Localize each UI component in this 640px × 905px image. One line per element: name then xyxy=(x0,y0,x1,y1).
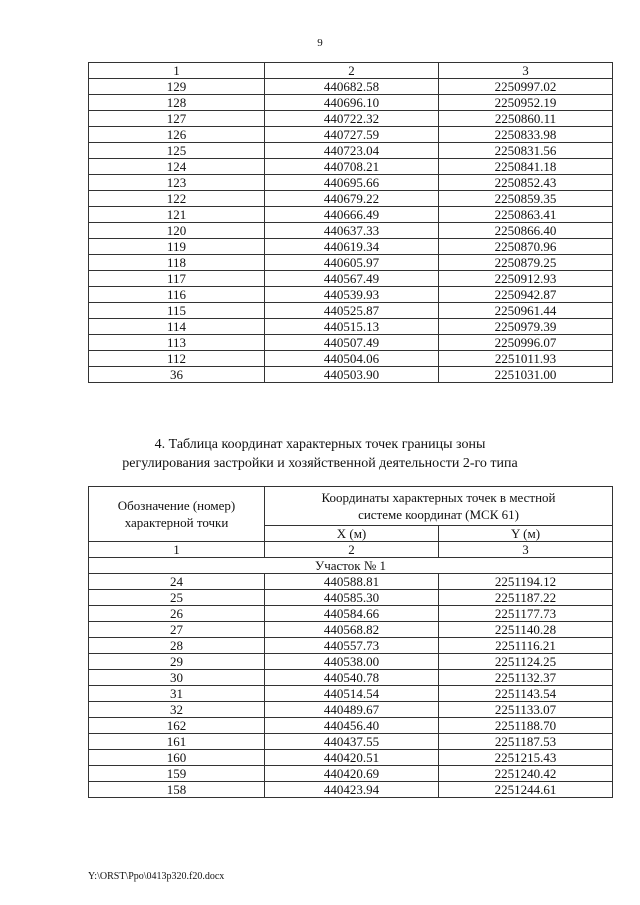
column-number-1: 1 xyxy=(89,542,265,558)
point-number-cell: 116 xyxy=(89,287,265,303)
table-row xyxy=(89,606,613,622)
y-coordinate-cell: 2250859.35 xyxy=(439,191,613,207)
y-coordinate-cell: 2250866.40 xyxy=(439,223,613,239)
table-row xyxy=(89,239,613,255)
y-coordinate-cell: 2251132.37 xyxy=(439,670,613,686)
y-coordinate-cell: 2251133.07 xyxy=(439,702,613,718)
x-coordinate-cell: 440723.04 xyxy=(265,143,439,159)
x-coordinate-cell: 440585.30 xyxy=(265,590,439,606)
x-coordinate-cell: 440525.87 xyxy=(265,303,439,319)
y-coordinate-cell: 2251140.28 xyxy=(439,622,613,638)
x-coordinate-cell: 440637.33 xyxy=(265,223,439,239)
table-row xyxy=(89,335,613,351)
table-row xyxy=(89,750,613,766)
section-title: Участок № 1 xyxy=(89,558,613,574)
x-coordinate-cell: 440504.06 xyxy=(265,351,439,367)
table-row xyxy=(89,734,613,750)
x-coordinate-cell: 440619.34 xyxy=(265,239,439,255)
column-number-row xyxy=(89,63,613,79)
header-row xyxy=(89,487,613,526)
x-coordinate-cell: 440557.73 xyxy=(265,638,439,654)
x-coordinate-cell: 440539.93 xyxy=(265,287,439,303)
y-coordinate-cell: 2251177.73 xyxy=(439,606,613,622)
y-coordinate-cell: 2250979.39 xyxy=(439,319,613,335)
y-coordinate-cell: 2250831.56 xyxy=(439,143,613,159)
table-row xyxy=(89,351,613,367)
x-coordinate-cell: 440538.00 xyxy=(265,654,439,670)
point-number-cell: 124 xyxy=(89,159,265,175)
table-row xyxy=(89,95,613,111)
point-number-cell: 123 xyxy=(89,175,265,191)
point-number-cell: 160 xyxy=(89,750,265,766)
point-number-cell: 30 xyxy=(89,670,265,686)
point-number-cell: 26 xyxy=(89,606,265,622)
table-row xyxy=(89,111,613,127)
footer-file-path: Y:\ORST\Ppo\0413p320.f20.docx xyxy=(88,871,225,882)
point-number-cell: 36 xyxy=(89,367,265,383)
table-row xyxy=(89,574,613,590)
y-coordinate-cell: 2250961.44 xyxy=(439,303,613,319)
point-number-cell: 118 xyxy=(89,255,265,271)
header-x: X (м) xyxy=(265,526,439,542)
y-coordinate-cell: 2250841.18 xyxy=(439,159,613,175)
column-number-row xyxy=(89,542,613,558)
y-coordinate-cell: 2250852.43 xyxy=(439,175,613,191)
page-number: 9 xyxy=(317,37,323,49)
y-coordinate-cell: 2251187.53 xyxy=(439,734,613,750)
table-row xyxy=(89,191,613,207)
y-coordinate-cell: 2251116.21 xyxy=(439,638,613,654)
x-coordinate-cell: 440584.66 xyxy=(265,606,439,622)
y-coordinate-cell: 2250870.96 xyxy=(439,239,613,255)
point-number-cell: 27 xyxy=(89,622,265,638)
x-coordinate-cell: 440605.97 xyxy=(265,255,439,271)
y-coordinate-cell: 2250996.07 xyxy=(439,335,613,351)
y-coordinate-cell: 2251240.42 xyxy=(439,766,613,782)
point-number-cell: 162 xyxy=(89,718,265,734)
point-number-cell: 114 xyxy=(89,319,265,335)
table-row xyxy=(89,590,613,606)
table-row xyxy=(89,143,613,159)
table-row xyxy=(89,638,613,654)
point-number-cell: 158 xyxy=(89,782,265,798)
point-number-cell: 128 xyxy=(89,95,265,111)
table-row xyxy=(89,766,613,782)
column-number-2: 2 xyxy=(265,542,439,558)
caption-line-1: 4. Таблица координат характерных точек границы зоны xyxy=(154,437,486,452)
y-coordinate-cell: 2251188.70 xyxy=(439,718,613,734)
y-coordinate-cell: 2251011.93 xyxy=(439,351,613,367)
table-row xyxy=(89,702,613,718)
point-number-cell: 125 xyxy=(89,143,265,159)
table-row xyxy=(89,319,613,335)
table-row xyxy=(89,287,613,303)
point-number-cell: 122 xyxy=(89,191,265,207)
column-number-3: 3 xyxy=(439,542,613,558)
x-coordinate-cell: 440456.40 xyxy=(265,718,439,734)
point-number-cell: 31 xyxy=(89,686,265,702)
y-coordinate-cell: 2251215.43 xyxy=(439,750,613,766)
x-coordinate-cell: 440420.51 xyxy=(265,750,439,766)
x-coordinate-cell: 440489.67 xyxy=(265,702,439,718)
header-y: Y (м) xyxy=(439,526,613,542)
x-coordinate-cell: 440722.32 xyxy=(265,111,439,127)
point-number-cell: 32 xyxy=(89,702,265,718)
point-number-cell: 127 xyxy=(89,111,265,127)
table-row xyxy=(89,367,613,383)
table-row xyxy=(89,654,613,670)
table-row xyxy=(89,127,613,143)
point-number-cell: 161 xyxy=(89,734,265,750)
coordinates-table-bottom xyxy=(88,486,613,798)
y-coordinate-cell: 2251194.12 xyxy=(439,574,613,590)
table-row xyxy=(89,303,613,319)
y-coordinate-cell: 2250860.11 xyxy=(439,111,613,127)
y-coordinate-cell: 2250879.25 xyxy=(439,255,613,271)
y-coordinate-cell: 2250952.19 xyxy=(439,95,613,111)
y-coordinate-cell: 2251124.25 xyxy=(439,654,613,670)
point-number-cell: 119 xyxy=(89,239,265,255)
x-coordinate-cell: 440567.49 xyxy=(265,271,439,287)
column-number-2: 2 xyxy=(265,63,439,79)
y-coordinate-cell: 2250997.02 xyxy=(439,79,613,95)
x-coordinate-cell: 440423.94 xyxy=(265,782,439,798)
point-number-cell: 126 xyxy=(89,127,265,143)
header-point-number: Обозначение (номер) характерной точки xyxy=(89,487,265,542)
y-coordinate-cell: 2250863.41 xyxy=(439,207,613,223)
point-number-cell: 24 xyxy=(89,574,265,590)
x-coordinate-cell: 440727.59 xyxy=(265,127,439,143)
table-row xyxy=(89,207,613,223)
table-row xyxy=(89,175,613,191)
table-row xyxy=(89,223,613,239)
point-number-cell: 120 xyxy=(89,223,265,239)
x-coordinate-cell: 440568.82 xyxy=(265,622,439,638)
x-coordinate-cell: 440515.13 xyxy=(265,319,439,335)
y-coordinate-cell: 2251143.54 xyxy=(439,686,613,702)
x-coordinate-cell: 440540.78 xyxy=(265,670,439,686)
point-number-cell: 121 xyxy=(89,207,265,223)
section-row xyxy=(89,558,613,574)
table-row xyxy=(89,159,613,175)
y-coordinate-cell: 2250912.93 xyxy=(439,271,613,287)
table-row xyxy=(89,686,613,702)
section-caption xyxy=(0,435,640,473)
header-coordinates: Координаты характерных точек в местной системе координат (МСК 61) xyxy=(265,487,613,526)
x-coordinate-cell: 440514.54 xyxy=(265,686,439,702)
table-row xyxy=(89,271,613,287)
point-number-cell: 159 xyxy=(89,766,265,782)
table-row xyxy=(89,782,613,798)
x-coordinate-cell: 440696.10 xyxy=(265,95,439,111)
x-coordinate-cell: 440682.58 xyxy=(265,79,439,95)
x-coordinate-cell: 440503.90 xyxy=(265,367,439,383)
point-number-cell: 129 xyxy=(89,79,265,95)
point-number-cell: 28 xyxy=(89,638,265,654)
x-coordinate-cell: 440437.55 xyxy=(265,734,439,750)
x-coordinate-cell: 440666.49 xyxy=(265,207,439,223)
point-number-cell: 25 xyxy=(89,590,265,606)
table-row xyxy=(89,670,613,686)
table-row xyxy=(89,255,613,271)
x-coordinate-cell: 440695.66 xyxy=(265,175,439,191)
x-coordinate-cell: 440679.22 xyxy=(265,191,439,207)
point-number-cell: 29 xyxy=(89,654,265,670)
table-row xyxy=(89,622,613,638)
column-number-1: 1 xyxy=(89,63,265,79)
coordinates-table-top xyxy=(88,62,613,383)
y-coordinate-cell: 2251031.00 xyxy=(439,367,613,383)
x-coordinate-cell: 440507.49 xyxy=(265,335,439,351)
y-coordinate-cell: 2251244.61 xyxy=(439,782,613,798)
x-coordinate-cell: 440588.81 xyxy=(265,574,439,590)
table-row xyxy=(89,79,613,95)
y-coordinate-cell: 2250833.98 xyxy=(439,127,613,143)
y-coordinate-cell: 2250942.87 xyxy=(439,287,613,303)
point-number-cell: 115 xyxy=(89,303,265,319)
table-row xyxy=(89,718,613,734)
caption-line-2: регулирования застройки и хозяйственной деятельности 2-го типа xyxy=(122,456,518,471)
point-number-cell: 113 xyxy=(89,335,265,351)
point-number-cell: 112 xyxy=(89,351,265,367)
column-number-3: 3 xyxy=(439,63,613,79)
point-number-cell: 117 xyxy=(89,271,265,287)
x-coordinate-cell: 440420.69 xyxy=(265,766,439,782)
x-coordinate-cell: 440708.21 xyxy=(265,159,439,175)
y-coordinate-cell: 2251187.22 xyxy=(439,590,613,606)
